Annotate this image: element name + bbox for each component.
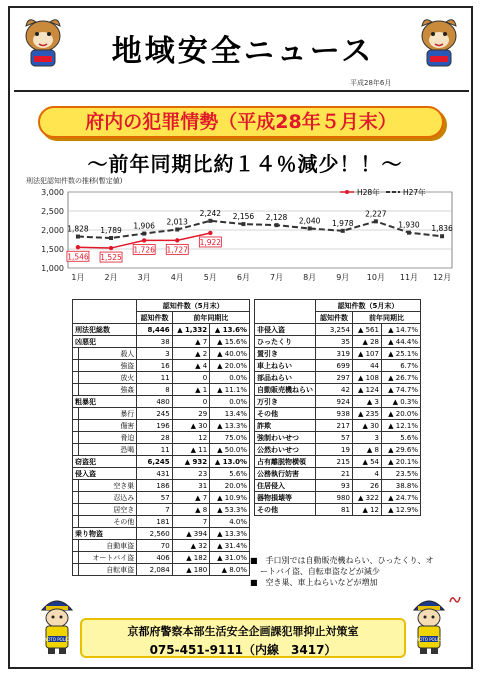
data-point-h28 — [175, 238, 179, 242]
x-tick-label: 1月 — [71, 273, 85, 282]
crime-trend-chart — [24, 184, 461, 296]
table-row — [255, 492, 421, 504]
row-diff: 29 — [172, 408, 209, 420]
data-point-h27 — [374, 219, 378, 223]
x-tick-label: 10月 — [366, 273, 385, 282]
contact-phone: 075-451-9111（内線 3417） — [149, 643, 337, 657]
row-count: 35 — [316, 336, 353, 348]
row-category: 強制わいせつ — [255, 432, 316, 444]
mascot-icon — [414, 14, 464, 70]
row-diff: ▲ 7 — [172, 336, 209, 348]
data-label-h27: 1,906 — [133, 221, 155, 231]
row-diff: ▲ 1,332 — [172, 324, 209, 336]
row-percent: ▲ 50.0% — [210, 444, 250, 456]
table-row — [73, 456, 250, 468]
table-row — [255, 480, 421, 492]
contact-organization: 京都府警察本部生活安全企画課犯罪抑止対策室 — [127, 625, 359, 638]
table-row — [73, 336, 250, 348]
row-diff: ▲ 3 — [352, 396, 381, 408]
column-header-change: 前年同期比 — [172, 312, 249, 324]
row-count: 57 — [316, 432, 353, 444]
row-count: 431 — [137, 468, 172, 480]
row-percent: ▲ 13.3% — [210, 528, 250, 540]
row-category: 万引き — [255, 396, 316, 408]
notes-list — [250, 555, 440, 588]
row-count: 938 — [316, 408, 353, 420]
table-row — [255, 420, 421, 432]
row-diff: ▲ 561 — [352, 324, 381, 336]
row-percent: ▲ 10.9% — [210, 492, 250, 504]
badge-label: KYOTO POLICE — [42, 637, 72, 642]
row-diff: ▲ 124 — [352, 384, 381, 396]
table-row — [73, 384, 250, 396]
row-subcategory: 強姦 — [79, 384, 137, 396]
table-row — [73, 396, 250, 408]
table-row — [73, 420, 250, 432]
row-diff: ▲ 108 — [352, 372, 381, 384]
row-diff: ▲ 107 — [352, 348, 381, 360]
row-diff: ▲ 182 — [172, 552, 209, 564]
row-count: 215 — [316, 456, 353, 468]
row-percent: ▲ 74.7% — [381, 384, 420, 396]
row-diff: ▲ 4 — [172, 360, 209, 372]
data-point-h28 — [109, 246, 113, 250]
row-count: 11 — [137, 372, 172, 384]
row-diff: ▲ 180 — [172, 564, 209, 576]
row-subcategory: 空き巣 — [79, 480, 137, 492]
row-percent: ▲ 25.1% — [381, 348, 420, 360]
row-percent: ▲ 53.3% — [210, 504, 250, 516]
row-subcategory: その他 — [79, 516, 137, 528]
chart-title: 刑法犯認知件数の推移(暫定値) — [26, 177, 123, 185]
row-count: 297 — [316, 372, 353, 384]
row-subcategory: 脅迫 — [79, 432, 137, 444]
table-row — [255, 384, 421, 396]
table-row — [73, 492, 250, 504]
x-tick-label: 11月 — [399, 273, 419, 282]
row-percent: ▲ 12.1% — [381, 420, 420, 432]
row-subcategory: 忍込み — [79, 492, 137, 504]
row-diff: 4 — [352, 468, 381, 480]
row-count: 93 — [316, 480, 353, 492]
row-category: 公然わいせつ — [255, 444, 316, 456]
row-diff: 3 — [352, 432, 381, 444]
table-corner — [73, 300, 137, 324]
y-tick-label: 2,500 — [41, 207, 64, 216]
data-point-h28 — [208, 231, 212, 235]
row-category: 置引き — [255, 348, 316, 360]
row-count: 3,254 — [316, 324, 353, 336]
row-percent: ▲ 24.7% — [381, 492, 420, 504]
row-percent: 5.6% — [381, 432, 420, 444]
badge-label: KYOTO POLICE — [414, 637, 444, 642]
row-percent: ▲ 44.4% — [381, 336, 420, 348]
row-count: 181 — [137, 516, 172, 528]
data-point-h27 — [109, 236, 113, 240]
row-count: 11 — [137, 444, 172, 456]
row-count: 2,560 — [137, 528, 172, 540]
table-row — [73, 528, 250, 540]
x-tick-label: 2月 — [104, 273, 118, 282]
row-category: 占有離脱物横領 — [255, 456, 316, 468]
row-diff: ▲ 11 — [172, 444, 209, 456]
row-count: 42 — [316, 384, 353, 396]
row-percent: 0.0% — [210, 372, 250, 384]
data-label-h28: 1,546 — [67, 252, 89, 262]
row-count: 19 — [316, 444, 353, 456]
row-count: 38 — [137, 336, 172, 348]
column-header-count: 認知件数 — [316, 312, 353, 324]
table-header-top: 認知件数（5月末） — [137, 300, 250, 312]
row-count: 8 — [137, 384, 172, 396]
table-row — [255, 408, 421, 420]
table-row — [255, 348, 421, 360]
x-tick-label: 7月 — [270, 273, 284, 282]
table-row — [73, 504, 250, 516]
row-count: 2,084 — [137, 564, 172, 576]
row-percent: ▲ 31.4% — [210, 540, 250, 552]
newsletter-title: 地域安全ニュース — [111, 34, 375, 69]
data-point-h28 — [142, 238, 146, 242]
data-point-h27 — [308, 226, 312, 230]
row-count: 21 — [316, 468, 353, 480]
row-percent: ▲ 40.0% — [210, 348, 250, 360]
data-label-h27: 1,978 — [332, 218, 354, 228]
row-percent: ▲ 13.3% — [210, 420, 250, 432]
x-tick-label: 6月 — [236, 273, 250, 282]
table-row — [255, 324, 421, 336]
x-tick-label: 12月 — [432, 273, 452, 282]
table-corner — [255, 300, 316, 324]
row-diff: ▲ 394 — [172, 528, 209, 540]
note-item: ■ 手口別では自動販売機ねらい、ひったくり、オートバイ盗、自転車盗などが減少 — [250, 556, 434, 576]
row-percent: 38.8% — [381, 480, 420, 492]
row-percent: 20.0% — [210, 480, 250, 492]
row-percent: ▲ 20.1% — [381, 456, 420, 468]
table-row — [73, 372, 250, 384]
row-percent: ▲ 20.0% — [210, 360, 250, 372]
data-label-h27: 1,828 — [67, 224, 89, 234]
row-subcategory: 殺人 — [79, 348, 137, 360]
row-subcategory: 傷害 — [79, 420, 137, 432]
row-category: 乗り物盗 — [73, 528, 137, 540]
legend-label-h27: H27年 — [403, 188, 426, 197]
data-point-h27 — [407, 231, 411, 235]
data-label-h28: 1,726 — [133, 245, 155, 255]
row-percent: ▲ 14.7% — [381, 324, 420, 336]
table-row — [73, 564, 250, 576]
row-percent: ▲ 26.7% — [381, 372, 420, 384]
row-count: 7 — [137, 504, 172, 516]
data-label-h27: 1,789 — [100, 226, 122, 236]
row-percent: 5.6% — [210, 468, 250, 480]
row-count: 3 — [137, 348, 172, 360]
row-count: 319 — [316, 348, 353, 360]
row-category: 器物損壊等 — [255, 492, 316, 504]
data-label-h27: 2,040 — [298, 216, 321, 226]
table-row — [255, 504, 421, 516]
table-row — [73, 348, 250, 360]
y-tick-label: 2,000 — [41, 226, 64, 235]
police-mascot-icon — [36, 592, 78, 656]
data-label-h27: 2,128 — [265, 213, 288, 223]
y-tick-label: 1,000 — [41, 264, 64, 273]
x-tick-label: 8月 — [303, 273, 317, 282]
row-percent: ▲ 20.0% — [381, 408, 420, 420]
mascot-icon — [18, 14, 68, 70]
row-count: 406 — [137, 552, 172, 564]
row-category: 住居侵入 — [255, 480, 316, 492]
table-row — [255, 456, 421, 468]
table-row — [73, 444, 250, 456]
row-diff: ▲ 235 — [352, 408, 381, 420]
row-count: 8,446 — [137, 324, 172, 336]
table-row — [73, 324, 250, 336]
row-subcategory: 居空き — [79, 504, 137, 516]
table-row — [73, 552, 250, 564]
row-percent: ▲ 29.6% — [381, 444, 420, 456]
column-header-count: 認知件数 — [137, 312, 172, 324]
row-diff: 26 — [352, 480, 381, 492]
row-count: 57 — [137, 492, 172, 504]
data-label-h28: 1,525 — [100, 253, 122, 263]
x-tick-label: 3月 — [137, 273, 151, 282]
row-percent: ▲ 0.3% — [381, 396, 420, 408]
table-row — [73, 516, 250, 528]
row-percent: 13.4% — [210, 408, 250, 420]
table-row — [73, 432, 250, 444]
table-row — [255, 468, 421, 480]
row-diff: ▲ 12 — [352, 504, 381, 516]
table-row — [255, 444, 421, 456]
row-diff: ▲ 54 — [352, 456, 381, 468]
row-percent: 23.5% — [381, 468, 420, 480]
row-diff: 0 — [172, 396, 209, 408]
row-percent: ▲ 8.0% — [210, 564, 250, 576]
column-header-change: 前年同期比 — [352, 312, 420, 324]
row-diff: ▲ 8 — [172, 504, 209, 516]
row-subcategory: 自転車盗 — [79, 564, 137, 576]
data-point-h27 — [76, 235, 80, 239]
data-label-h28: 1,727 — [166, 245, 188, 255]
row-category: その他 — [255, 504, 316, 516]
table-row — [255, 432, 421, 444]
data-point-h27 — [142, 232, 146, 236]
row-count: 70 — [137, 540, 172, 552]
table-row — [255, 336, 421, 348]
table-row — [73, 540, 250, 552]
row-subcategory: 放火 — [79, 372, 137, 384]
row-diff: ▲ 28 — [352, 336, 381, 348]
row-diff: 23 — [172, 468, 209, 480]
table-row — [73, 360, 250, 372]
row-count: 980 — [316, 492, 353, 504]
row-diff: 12 — [172, 432, 209, 444]
data-point-h27 — [175, 228, 179, 232]
table-row — [255, 360, 421, 372]
y-tick-label: 1,500 — [41, 245, 64, 254]
x-tick-label: 4月 — [170, 273, 184, 282]
table-row — [255, 396, 421, 408]
row-diff: ▲ 8 — [352, 444, 381, 456]
row-diff: ▲ 7 — [172, 492, 209, 504]
x-tick-label: 5月 — [203, 273, 217, 282]
legend-label-h28: H28年 — [357, 188, 380, 197]
data-point-h27 — [241, 222, 245, 226]
row-category: 凶悪犯 — [73, 336, 137, 348]
data-label-h27: 1,930 — [398, 220, 420, 230]
row-subcategory: オートバイ盗 — [79, 552, 137, 564]
table-row — [73, 480, 250, 492]
data-label-h27: 2,013 — [166, 217, 188, 227]
y-tick-label: 3,000 — [41, 188, 64, 197]
table-row — [73, 408, 250, 420]
row-count: 186 — [137, 480, 172, 492]
data-point-h27 — [440, 234, 444, 238]
row-count: 480 — [137, 396, 172, 408]
note-item: ■ 空き巣、車上ねらいなどが増加 — [250, 578, 378, 587]
data-label-h27: 1,836 — [431, 224, 453, 234]
police-mascot-icon — [408, 592, 450, 656]
data-point-h27 — [341, 229, 345, 233]
row-subcategory: 強盗 — [79, 360, 137, 372]
divider — [14, 90, 469, 92]
headline-subtitle: ～前年同期比約１４％減少！！～ — [87, 152, 403, 176]
row-subcategory: 自動車盗 — [79, 540, 137, 552]
row-count: 924 — [316, 396, 353, 408]
row-category: 詐欺 — [255, 420, 316, 432]
row-percent: 4.0% — [210, 516, 250, 528]
row-category: 窃盗犯 — [73, 456, 137, 468]
row-subcategory: 暴行 — [79, 408, 137, 420]
row-diff: 44 — [352, 360, 381, 372]
row-category: 公務執行妨害 — [255, 468, 316, 480]
data-label-h27: 2,227 — [365, 209, 387, 219]
row-category: 非侵入盗 — [255, 324, 316, 336]
row-count: 699 — [316, 360, 353, 372]
legend-marker-h28 — [345, 190, 349, 194]
row-percent: 0.0% — [210, 396, 250, 408]
row-percent: ▲ 12.9% — [381, 504, 420, 516]
x-tick-label: 9月 — [336, 273, 350, 282]
row-subcategory: 恐喝 — [79, 444, 137, 456]
row-diff: 7 — [172, 516, 209, 528]
row-category: 刑法犯総数 — [73, 324, 137, 336]
newsletter-page — [8, 6, 473, 669]
row-percent: ▲ 13.6% — [210, 324, 250, 336]
table-row — [73, 468, 250, 480]
row-diff: ▲ 2 — [172, 348, 209, 360]
data-point-h28 — [76, 245, 80, 249]
logo-mark-icon — [448, 594, 462, 606]
contact-box — [80, 618, 406, 658]
row-percent: ▲ 11.1% — [210, 384, 250, 396]
data-label-h28: 1,922 — [199, 237, 222, 247]
row-diff: 0 — [172, 372, 209, 384]
row-diff: 31 — [172, 480, 209, 492]
row-count: 6,245 — [137, 456, 172, 468]
row-percent: 6.7% — [381, 360, 420, 372]
table-header-top: 認知件数（5月末） — [316, 300, 421, 312]
row-percent: 75.0% — [210, 432, 250, 444]
row-count: 81 — [316, 504, 353, 516]
row-category: その他 — [255, 408, 316, 420]
row-count: 217 — [316, 420, 353, 432]
row-diff: ▲ 932 — [172, 456, 209, 468]
data-point-h27 — [208, 219, 212, 223]
row-diff: ▲ 32 — [172, 540, 209, 552]
data-point-h27 — [275, 223, 279, 227]
row-count: 196 — [137, 420, 172, 432]
table-row — [255, 372, 421, 384]
row-percent: ▲ 31.0% — [210, 552, 250, 564]
publication-date: 平成28年6月 — [350, 79, 392, 87]
section-banner: 府内の犯罪情勢（平成28年５月末） — [38, 106, 444, 138]
row-count: 16 — [137, 360, 172, 372]
data-label-h27: 2,242 — [199, 208, 222, 218]
row-diff: ▲ 30 — [352, 420, 381, 432]
row-category: 部品ねらい — [255, 372, 316, 384]
row-category: ひったくり — [255, 336, 316, 348]
row-diff: ▲ 1 — [172, 384, 209, 396]
row-percent: ▲ 15.6% — [210, 336, 250, 348]
row-category: 侵入盗 — [73, 468, 137, 480]
row-diff: ▲ 30 — [172, 420, 209, 432]
right-stats-table — [254, 299, 421, 516]
data-label-h27: 2,156 — [232, 212, 255, 222]
row-category: 粗暴犯 — [73, 396, 137, 408]
row-count: 245 — [137, 408, 172, 420]
left-stats-table — [72, 299, 250, 576]
row-count: 28 — [137, 432, 172, 444]
row-diff: ▲ 322 — [352, 492, 381, 504]
row-percent: ▲ 13.0% — [210, 456, 250, 468]
row-category: 車上ねらい — [255, 360, 316, 372]
row-category: 自動販売機ねらい — [255, 384, 316, 396]
